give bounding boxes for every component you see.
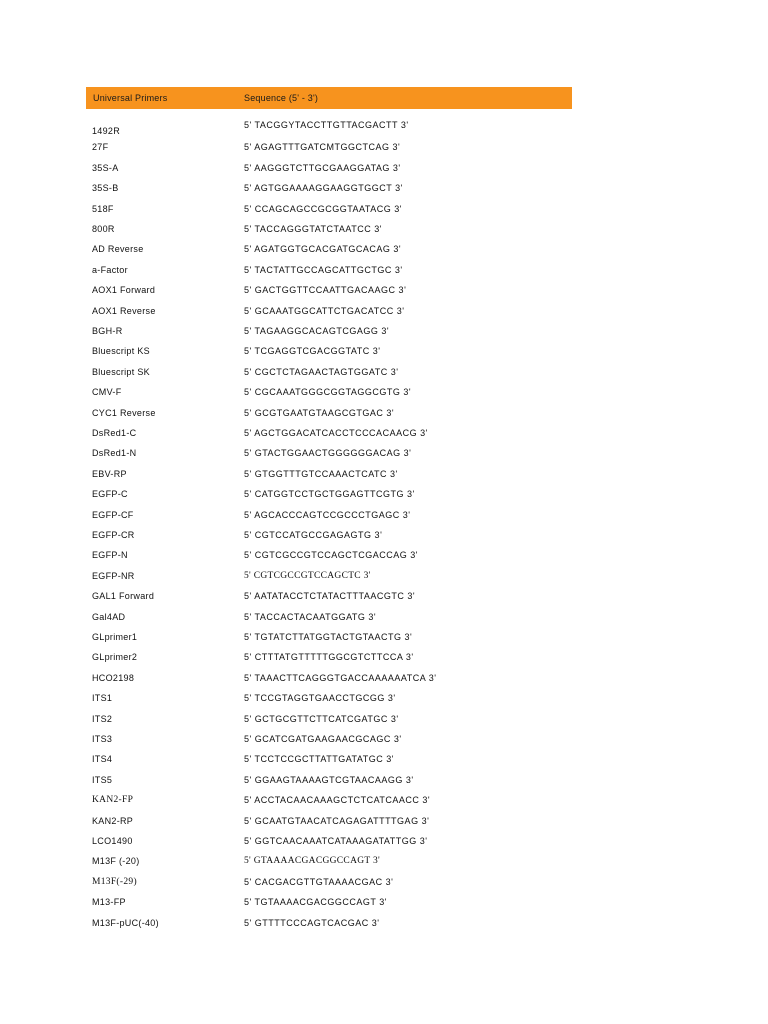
primer-sequence: 5' TAGAAGGCACAGTCGAGG 3' [244, 326, 390, 336]
primer-name: 518F [92, 203, 114, 214]
table-row [0, 550, 768, 566]
primer-name: ITS2 [92, 713, 113, 724]
primer-name: CMV-F [92, 387, 122, 398]
primer-sequence: 5' GCAAATGGCATTCTGACATCC 3' [244, 305, 405, 316]
primer-sequence: 5' GTAAAACGACGGCCAGT 3' [244, 856, 381, 867]
primer-name: Bluescript SK [92, 366, 150, 377]
table-header [86, 87, 572, 109]
table-row [0, 856, 768, 872]
primer-sequence: 5' TGTAAAACGACGGCCAGT 3' [244, 897, 387, 908]
table-row [0, 367, 768, 383]
table-row [0, 408, 768, 424]
primer-name: 800R [92, 224, 115, 234]
primer-sequence: 5' AGATGGTGCACGATGCACAG 3' [244, 244, 402, 255]
primer-name: 1492R [92, 126, 121, 136]
primer-name: DsRed1-N [92, 448, 137, 459]
primer-sequence: 5' TGTATCTTATGGTACTGTAACTG 3' [244, 632, 413, 642]
table-row [0, 142, 768, 158]
primer-name: ITS3 [92, 734, 113, 744]
primer-sequence: 5' GGAAGTAAAAGTCGTAACAAGG 3' [244, 774, 414, 785]
primer-name: AOX1 Reverse [92, 305, 156, 316]
table-row [0, 448, 768, 464]
primer-name: a-Factor [92, 264, 128, 275]
primer-sequence: 5' ACCTACAACAAAGCTCTCATCAACC 3' [244, 795, 431, 806]
primer-name: EGFP-CR [92, 530, 135, 540]
primer-name: 35S-B [92, 183, 119, 194]
primer-name: ITS1 [92, 693, 113, 704]
table-row [0, 693, 768, 709]
table-row [0, 591, 768, 607]
primer-name: Gal4AD [92, 611, 126, 622]
primer-name: M13F-pUC(-40) [92, 917, 159, 928]
primer-sequence: 5' CACGACGTTGTAAAACGAC 3' [244, 876, 394, 887]
primer-sequence: 5' TCCGTAGGTGAACCTGCGG 3' [244, 693, 396, 704]
primer-name: DsRed1-C [92, 428, 137, 438]
primer-name: AD Reverse [92, 244, 144, 255]
primer-name: EGFP-C [92, 489, 128, 500]
primer-name: Bluescript KS [92, 346, 150, 357]
primer-sequence: 5' CATGGTCCTGCTGGAGTTCGTG 3' [244, 489, 415, 500]
table-row [0, 183, 768, 199]
table-row [0, 632, 768, 648]
table-row [0, 163, 768, 179]
primer-name: M13F(-29) [92, 876, 137, 887]
primer-sequence: 5' CTTTATGTTTTTGGCGTCTTCCA 3' [244, 652, 414, 663]
primer-sequence: 5' TACCAGGGTATCTAATCC 3' [244, 224, 382, 234]
primer-sequence: 5' GACTGGTTCCAATTGACAAGC 3' [244, 285, 407, 296]
table-row [0, 754, 768, 770]
table-row [0, 795, 768, 811]
primer-name: 35S-A [92, 162, 119, 173]
primer-name: CYC1 Reverse [92, 407, 156, 418]
table-row [0, 326, 768, 342]
primer-sequence: 5' GCATCGATGAAGAACGCAGC 3' [244, 734, 402, 744]
primer-sequence: 5' CGTCCATGCCGAGAGTG 3' [244, 530, 383, 540]
primer-sequence: 5' AGAGTTTGATCMTGGCTCAG 3' [244, 142, 401, 153]
primer-sequence: 5' AGCACCCAGTCCGCCCTGAGC 3' [244, 509, 411, 520]
primer-name: KAN2-RP [92, 815, 134, 826]
table-row [0, 265, 768, 281]
primer-sequence: 5' TACGGYTACCTTGTTACGACTT 3' [244, 120, 409, 130]
primer-sequence: 5' GCAATGTAACATCAGAGATTTTGAG 3' [244, 815, 430, 826]
table-row [0, 120, 768, 140]
table-row [0, 346, 768, 362]
table-row [0, 387, 768, 403]
primer-sequence: 5' AGCTGGACATCACCTCCCACAACG 3' [244, 428, 428, 438]
table-row [0, 877, 768, 893]
table-row [0, 204, 768, 220]
table-row [0, 816, 768, 832]
primer-sequence: 5' GCGTGAATGTAAGCGTGAC 3' [244, 407, 395, 418]
primer-name: HCO2198 [92, 672, 135, 683]
primer-name: AOX1 Forward [92, 285, 156, 296]
table-row [0, 285, 768, 301]
table-row [0, 469, 768, 485]
primer-sequence: 5' GTACTGGAACTGGGGGGACAG 3' [244, 448, 412, 459]
primer-sequence: 5' GCTGCGTTCTTCATCGATGC 3' [244, 713, 399, 724]
table-row [0, 571, 768, 587]
primer-name: EBV-RP [92, 468, 127, 479]
table-row [0, 530, 768, 546]
table-row [0, 836, 768, 852]
primer-sequence: 5' TCGAGGTCGACGGTATC 3' [244, 346, 381, 357]
table-row [0, 714, 768, 730]
primer-sequence: 5' TACTATTGCCAGCATTGCTGC 3' [244, 264, 403, 275]
primer-name: GLprimer1 [92, 632, 138, 642]
table-row [0, 224, 768, 240]
primer-sequence: 5' TACCACTACAATGGATG 3' [244, 611, 377, 622]
table-row [0, 306, 768, 322]
primer-name: ITS5 [92, 774, 113, 785]
header-primer-label: Universal Primers [93, 93, 168, 103]
primer-sequence: 5' CCAGCAGCCGCGGTAATACG 3' [244, 203, 402, 214]
primer-sequence: 5' CGCTCTAGAACTAGTGGATC 3' [244, 366, 399, 377]
primer-name: EGFP-CF [92, 509, 134, 520]
table-row [0, 510, 768, 526]
primer-sequence: 5' TAAACTTCAGGGTGACCAAAAAATCA 3' [244, 672, 437, 683]
primer-name: BGH-R [92, 326, 123, 336]
table-row [0, 918, 768, 934]
primer-sequence: 5' AAGGGTCTTGCGAAGGATAG 3' [244, 162, 401, 173]
table-row [0, 652, 768, 668]
table-row [0, 897, 768, 913]
primer-name: EGFP-N [92, 550, 128, 561]
primer-name: GLprimer2 [92, 652, 138, 663]
table-row [0, 244, 768, 260]
primer-sequence: 5' CGCAAATGGGCGGTAGGCGTG 3' [244, 387, 412, 398]
primer-sequence: 5' TCCTCCGCTTATTGATATGC 3' [244, 754, 394, 765]
primer-name: LCO1490 [92, 836, 133, 846]
table-row [0, 489, 768, 505]
primer-name: GAL1 Forward [92, 591, 155, 602]
primer-name: M13-FP [92, 897, 126, 908]
primer-name: KAN2-FP [92, 795, 134, 806]
table-row [0, 775, 768, 791]
table-row [0, 428, 768, 444]
primer-name: M13F (-20) [92, 856, 140, 867]
primer-sequence: 5' AATATACCTCTATACTTTAACGTC 3' [244, 591, 416, 602]
table-row [0, 673, 768, 689]
primer-sequence: 5' GTTTTCCCAGTCACGAC 3' [244, 917, 380, 928]
primer-sequence: 5' CGTCGCCGTCCAGCTC 3' [244, 570, 371, 581]
primer-sequence: 5' GGTCAACAAATCATAAAGATATTGG 3' [244, 836, 428, 846]
primer-name: EGFP-NR [92, 570, 135, 581]
primer-sequence: 5' CGTCGCCGTCCAGCTCGACCAG 3' [244, 550, 418, 561]
table-row [0, 612, 768, 628]
primer-name: ITS4 [92, 754, 113, 765]
primer-sequence: 5' AGTGGAAAAGGAAGGTGGCT 3' [244, 183, 403, 194]
primer-sequence: 5' GTGGTTTGTCCAAACTCATC 3' [244, 468, 398, 479]
table-row [0, 734, 768, 750]
primer-name: 27F [92, 142, 109, 153]
header-sequence-label: Sequence (5' - 3') [244, 93, 319, 103]
